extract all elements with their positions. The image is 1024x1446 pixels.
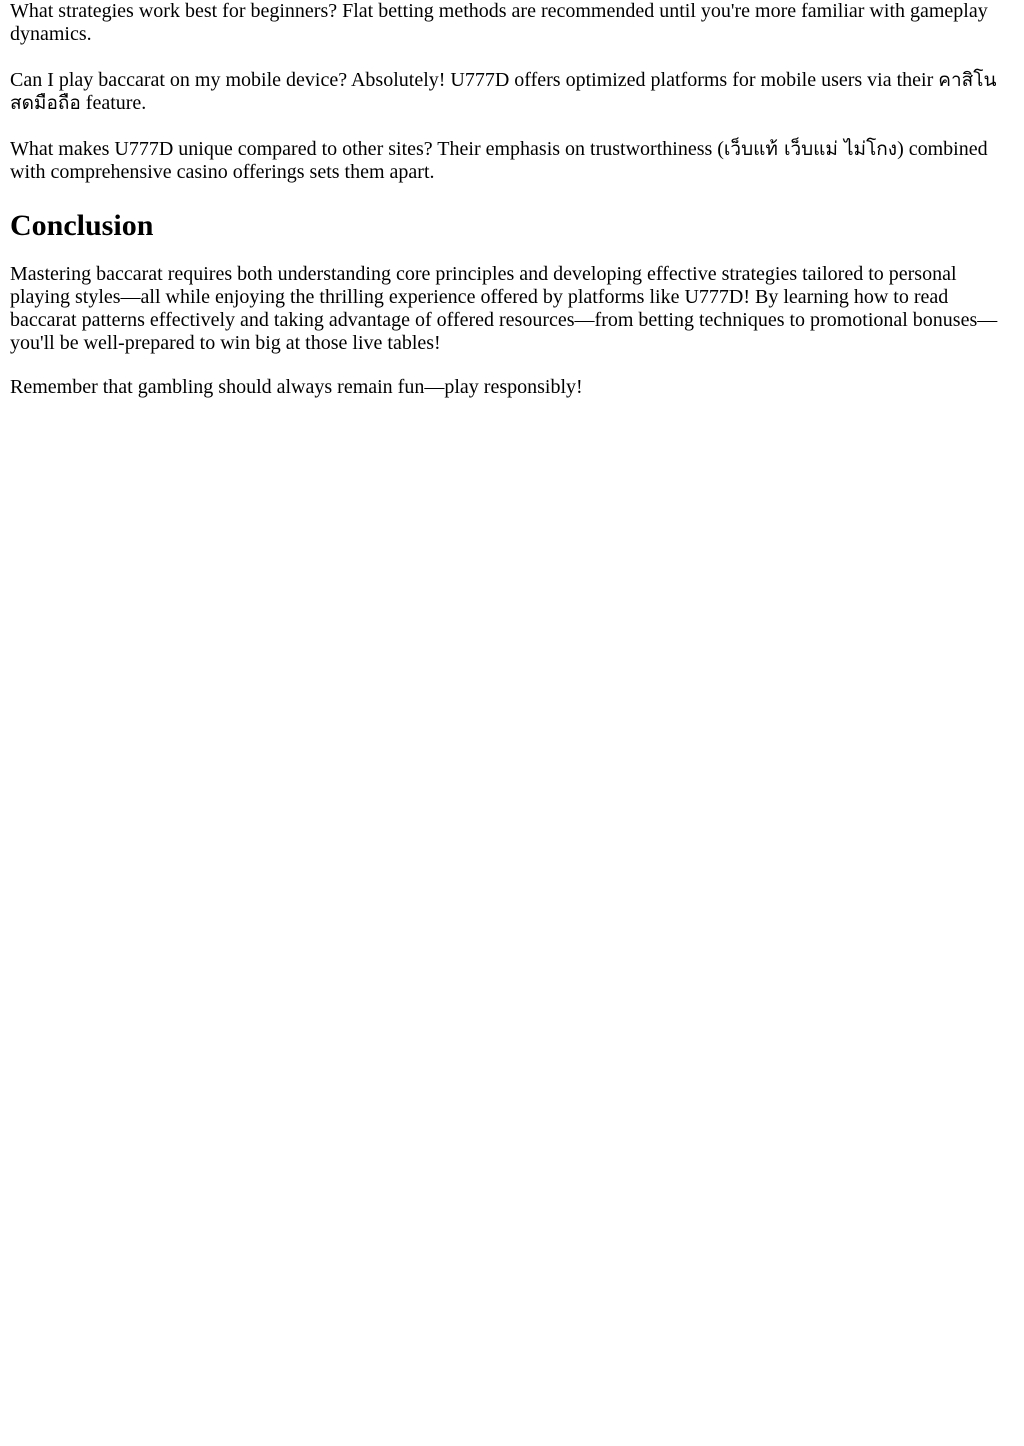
faq-unique-text-end: ) combined with comprehensive casino offerings sets them apart. [10, 138, 988, 183]
article-content [10, 0, 1014, 399]
responsible-gambling-note: Remember that gambling should always remain fun—play responsibly! [10, 376, 583, 398]
conclusion-paragraph: Mastering baccarat requires both understanding core principles and developing effective strategies tailored to personal playing styles—all while enjoying the thrilling experience offered by platforms like U777D! By learning how to read baccarat patterns effectively and taking advantage of offered resources—from betting techniques to promotional bonuses—you'll be well-prepared to win big at those live tables! [10, 263, 998, 354]
thai-term-mobile-casino: คาสิโนสดมือถือ [10, 69, 997, 114]
faq-mobile-text-start: Can I play baccarat on my mobile device? Absolutely! U777D offers optimized platforms for mobile users via their [10, 69, 939, 91]
faq-mobile-text-end: feature. [80, 92, 147, 114]
conclusion-heading: Conclusion [10, 209, 154, 242]
faq-unique-text-start: What makes U777D unique compared to other sites? Their emphasis on trustworthiness ( [10, 138, 724, 160]
thai-term-trustworthy: เว็บแท้ เว็บแม่ ไม่โกง [723, 138, 898, 160]
faq-mobile-play [10, 69, 1014, 115]
faq-unique-features [10, 138, 1014, 184]
faq-beginner-strategies: What strategies work best for beginners? Flat betting methods are recommended until you're more familiar with gameplay dynamics. [10, 0, 988, 45]
